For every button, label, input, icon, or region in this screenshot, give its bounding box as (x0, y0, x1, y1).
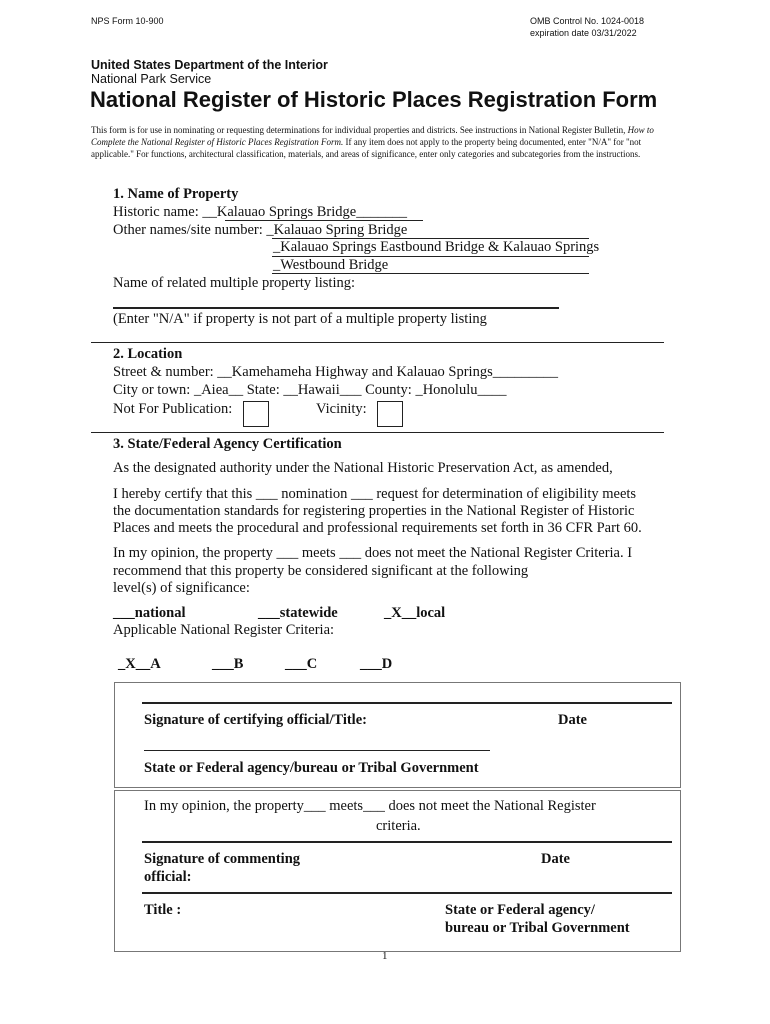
other-names-underline-3 (272, 273, 589, 274)
page-number: 1 (382, 950, 388, 962)
signature-line (142, 841, 672, 843)
commenting-opinion-line-2: criteria. (376, 818, 421, 834)
intro-bulletin-title: How to Complete the National Register of Historic Places Registration Form. (91, 125, 654, 147)
historic-name-field: Historic name: __Kalauao Springs Bridge_______ (113, 204, 407, 220)
agency-bureau-label: State or Federal agency/bureau or Tribal Government (144, 760, 479, 776)
opinion-line-3: level(s) of significance: (113, 580, 250, 596)
opinion-line-1: In my opinion, the property ___ meets ___ does not meet the National Register Criteria. I (113, 545, 633, 561)
certify-line-1: I hereby certify that this ___ nomination ___ request for determination of eligibility meets (113, 486, 637, 502)
signature-commenting-label-2: official: (144, 869, 192, 885)
section-divider (91, 432, 664, 433)
section-divider (91, 342, 664, 343)
related-listing-label: Name of related multiple property listing: (113, 275, 356, 291)
form-id: NPS Form 10-900 (91, 16, 164, 26)
section1-heading: 1. Name of Property (113, 186, 239, 202)
street-number-field: Street & number: __Kamehameha Highway and Kalauao Springs_________ (113, 364, 558, 380)
authority-statement: As the designated authority under the National Historic Preservation Act, as amended, (113, 460, 613, 476)
criteria-b: ___B (212, 656, 244, 672)
other-names-line2: _Kalauao Springs Eastbound Bridge & Kalauao Springs (273, 239, 600, 255)
historic-name-underline (225, 220, 423, 221)
department-name: United States Department of the Interior (91, 58, 328, 72)
related-listing-blank (113, 307, 559, 309)
intro-part1: This form is for use in nominating or requesting determinations for individual properties and districts. See instructions in National Register Bulletin, (91, 125, 626, 135)
certify-line-2: the documentation standards for registering properties in the National Register of Historic (113, 503, 635, 519)
criteria-label: Applicable National Register Criteria: (113, 622, 335, 638)
city-state-county-field: City or town: _Aiea__ State: __Hawaii___ County: _Honolulu____ (113, 382, 507, 398)
level-statewide: ___statewide (258, 605, 338, 621)
level-national: ___national (113, 605, 186, 621)
signature-certifying-label: Signature of certifying official/Title: (144, 712, 367, 728)
page-title: National Register of Historic Places Registration Form (90, 87, 658, 112)
section3-heading: 3. State/Federal Agency Certification (113, 436, 342, 452)
criteria-a: _X__A (118, 656, 161, 672)
criteria-c: ___C (285, 656, 318, 672)
not-for-publication-label: Not For Publication: (113, 401, 233, 417)
signature-line (142, 702, 672, 704)
intro-part3: If any item does not apply to the property being documented, enter "N/A" for "not applicable." For functions, architectural classification, materials, and areas of significance, enter only categories and subcategories from the instructions. (91, 137, 642, 159)
not-for-publication-checkbox[interactable] (243, 401, 269, 427)
agency-label-line-2: bureau or Tribal Government (445, 920, 630, 936)
section2-heading: 2. Location (113, 346, 183, 362)
omb-control-number: OMB Control No. 1024-0018 (530, 16, 645, 26)
date-label: Date (558, 712, 587, 728)
level-local: _X__local (384, 605, 446, 621)
service-name: National Park Service (91, 72, 212, 86)
other-names-line3: _Westbound Bridge (273, 257, 389, 273)
agency-label-line-1: State or Federal agency/ (445, 902, 595, 918)
date-label: Date (541, 851, 570, 867)
vicinity-checkbox[interactable] (377, 401, 403, 427)
vicinity-label: Vicinity: (316, 401, 367, 417)
title-label: Title : (144, 902, 182, 918)
agency-line (144, 750, 490, 751)
expiration-date: expiration date 03/31/2022 (530, 28, 637, 38)
related-listing-note: (Enter "N/A" if property is not part of a multiple property listing (113, 311, 487, 327)
title-line (142, 892, 672, 894)
opinion-line-2: recommend that this property be considered significant at the following (113, 563, 529, 579)
criteria-d: ___D (360, 656, 393, 672)
certify-line-3: Places and meets the procedural and professional requirements set forth in 36 CFR Part 60. (113, 520, 642, 536)
signature-commenting-label: Signature of commenting (144, 851, 301, 867)
intro-paragraph (91, 124, 683, 160)
commenting-opinion-line-1: In my opinion, the property___ meets___ does not meet the National Register (144, 798, 596, 814)
other-names-field: Other names/site number: _Kalauao Spring Bridge (113, 222, 408, 238)
